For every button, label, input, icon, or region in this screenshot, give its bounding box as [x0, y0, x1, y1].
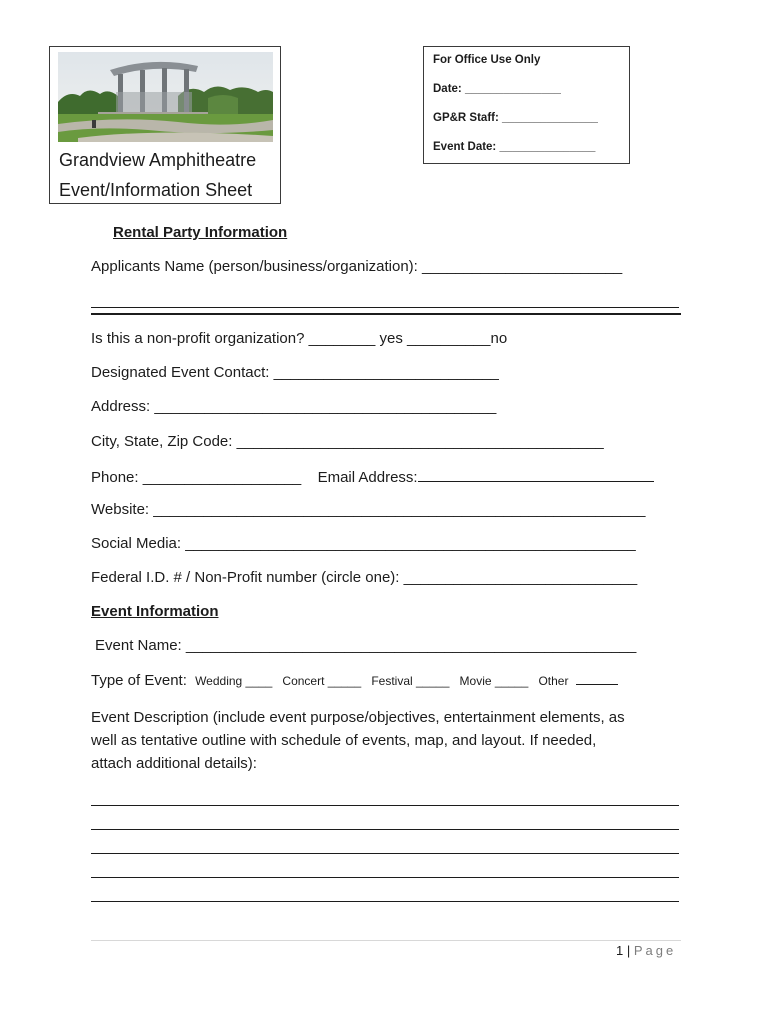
- page-separator: |: [623, 943, 634, 958]
- event-description-block: [91, 706, 625, 775]
- event-type-other[interactable]: Other: [538, 674, 569, 688]
- nonprofit-question: Is this a non-profit organization?: [91, 330, 305, 347]
- description-line-2[interactable]: [91, 829, 679, 830]
- description-line-1[interactable]: [91, 805, 679, 806]
- description-line-3[interactable]: [91, 853, 679, 854]
- section-divider: [91, 313, 681, 315]
- event-type-label: Type of Event:: [91, 672, 187, 689]
- office-use-box: [423, 46, 630, 164]
- page-word: Page: [633, 943, 677, 958]
- office-date-field[interactable]: Date: _______________: [433, 83, 561, 95]
- event-type-wedding[interactable]: Wedding ____: [195, 674, 273, 688]
- event-heading: Event Information: [91, 603, 219, 620]
- event-description-line: Event Description (include event purpose/objectives, entertainment elements, as: [91, 709, 625, 726]
- page-number: 1: [616, 943, 624, 958]
- event-description-line: attach additional details):: [91, 755, 257, 772]
- event-type-row: [91, 672, 618, 689]
- amphitheatre-photo: [58, 52, 273, 142]
- nonprofit-yes-blank[interactable]: ________ yes: [304, 330, 403, 347]
- event-type-concert[interactable]: Concert _____: [282, 674, 362, 688]
- event-description-line: well as tentative outline with schedule of events, map, and layout. If needed,: [91, 732, 597, 749]
- description-line-4[interactable]: [91, 877, 679, 878]
- rental-heading: Rental Party Information: [113, 224, 288, 241]
- event-name-field[interactable]: Event Name: ______________________________________________________: [95, 637, 637, 654]
- event-contact-field[interactable]: Designated Event Contact: ___________________________: [91, 364, 499, 381]
- social-media-field[interactable]: Social Media: ______________________________________________________: [91, 535, 636, 552]
- nonprofit-question-row: [91, 330, 507, 347]
- description-line-5[interactable]: [91, 901, 679, 902]
- applicant-name-field[interactable]: Applicants Name (person/business/organization): ________________________: [91, 258, 623, 275]
- address-field[interactable]: Address: _________________________________________: [91, 398, 497, 415]
- event-type-movie[interactable]: Movie _____: [459, 674, 529, 688]
- office-title: For Office Use Only: [433, 54, 541, 66]
- event-type-festival[interactable]: Festival _____: [371, 674, 450, 688]
- applicant-continuation-line[interactable]: [91, 307, 679, 308]
- office-staff-field[interactable]: GP&R Staff: _______________: [433, 112, 598, 124]
- venue-title-block: [59, 145, 256, 205]
- phone-field[interactable]: Phone: ___________________: [91, 469, 302, 486]
- phone-email-row: [91, 467, 654, 486]
- office-event-date-field[interactable]: Event Date: _______________: [433, 141, 596, 153]
- nonprofit-no-blank[interactable]: __________no: [402, 330, 508, 347]
- sheet-title: Event/Information Sheet: [59, 180, 253, 200]
- email-blank[interactable]: [418, 467, 654, 482]
- footer-divider: [91, 940, 681, 941]
- page-footer: [616, 943, 676, 958]
- venue-name: Grandview Amphitheatre: [59, 150, 257, 170]
- city-state-zip-field[interactable]: City, State, Zip Code: ____________________________________________: [91, 433, 604, 450]
- federal-id-field[interactable]: Federal I.D. # / Non-Profit number (circle one): ____________________________: [91, 569, 638, 586]
- event-type-other-blank[interactable]: [576, 673, 618, 685]
- email-label: Email Address:: [317, 469, 418, 486]
- website-field[interactable]: Website: ___________________________________________________________: [91, 501, 646, 518]
